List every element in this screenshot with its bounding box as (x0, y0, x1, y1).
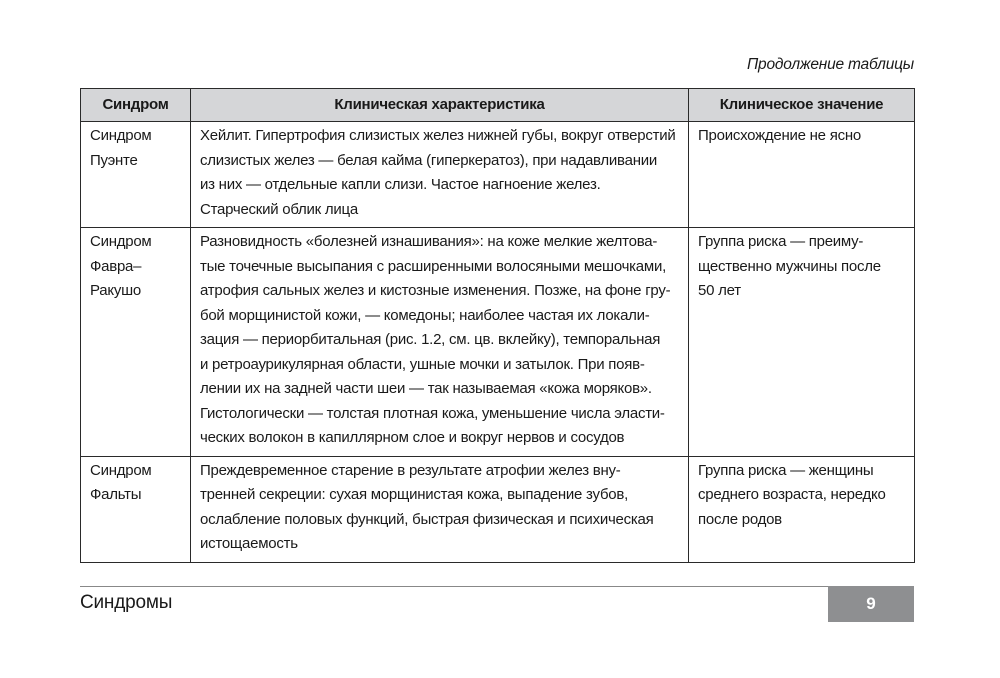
cell-line: Преждевременное старение в результате атрофии желез вну- (200, 461, 621, 479)
column-header-significance: Клиническое значение (689, 89, 915, 122)
syndromes-table (80, 88, 915, 563)
footer-section-title: Синдромы (80, 592, 173, 613)
cell-line: Группа риска — женщины (698, 461, 874, 479)
cell-line: Происхождение не ясно (698, 127, 861, 144)
syndrome-cell (81, 456, 191, 562)
cell-line: ческих волокон в капиллярном слое и вокруг нервов и сосудов (200, 429, 625, 446)
cell-line: Синдром (90, 233, 152, 250)
continuation-note: Продолжение таблицы (747, 56, 914, 73)
cell-line: тренней секреции: сухая морщинистая кожа, выпадение зубов, (200, 486, 629, 503)
cell-line: бой морщинистой кожи, — комедоны; наиболее частая их локали- (200, 306, 650, 324)
column-header-syndrome: Синдром (81, 89, 191, 122)
cell-line: ослабление половых функций, быстрая физическая и психическая (200, 510, 654, 528)
cell-line: Ракушо (90, 282, 141, 299)
cell-line: Старческий облик лица (200, 200, 358, 218)
syndrome-cell (81, 228, 191, 457)
characteristic-cell (191, 122, 689, 228)
cell-line: Разновидность «болезней изнашивания»: на коже мелкие желтова- (200, 233, 658, 250)
cell-line: зация — периорбитальная (рис. 1.2, см. цв. вклейку), темпоральная (200, 331, 661, 348)
cell-line: Пуэнте (90, 151, 138, 169)
cell-line: после родов (698, 510, 782, 528)
significance-cell (689, 228, 915, 457)
characteristic-cell (191, 456, 689, 562)
cell-line: и ретроаурикулярная области, ушные мочки и затылок. При появ- (200, 355, 645, 373)
table-header-row (81, 89, 915, 122)
cell-line: Фавра– (90, 257, 142, 275)
cell-line: щественно мужчины после (698, 257, 881, 275)
table-row (81, 228, 915, 457)
cell-line: Группа риска — преиму- (698, 233, 864, 250)
characteristic-cell (191, 228, 689, 457)
page-number: 9 (828, 586, 914, 622)
cell-line: Хейлит. Гипертрофия слизистых желез нижней губы, вокруг отверстий (200, 127, 676, 144)
cell-line: 50 лет (698, 282, 741, 299)
cell-line: Синдром (90, 127, 152, 144)
cell-line: атрофия сальных желез и кистозные изменения. Позже, на фоне гру- (200, 282, 671, 299)
footer-divider (80, 586, 914, 587)
significance-cell (689, 456, 915, 562)
cell-line: Синдром (90, 461, 152, 479)
cell-line: среднего возраста, нередко (698, 486, 886, 503)
table-row (81, 456, 915, 562)
cell-line: слизистых желез — белая кайма (гиперкератоз), при надавливании (200, 151, 657, 169)
cell-line: Фальты (90, 486, 142, 503)
cell-line: из них — отдельные капли слизи. Частое нагноение желез. (200, 176, 601, 193)
significance-cell (689, 122, 915, 228)
cell-line: истощаемость (200, 535, 298, 552)
table-row (81, 122, 915, 228)
cell-line: Гистологически — толстая плотная кожа, уменьшение числа эласти- (200, 404, 665, 422)
syndrome-cell (81, 122, 191, 228)
cell-line: тые точечные высыпания с расширенными волосяными мешочками, (200, 257, 667, 275)
cell-line: лении их на задней части шеи — так называемая «кожа моряков». (200, 380, 652, 397)
column-header-characteristic: Клиническая характеристика (191, 89, 689, 122)
